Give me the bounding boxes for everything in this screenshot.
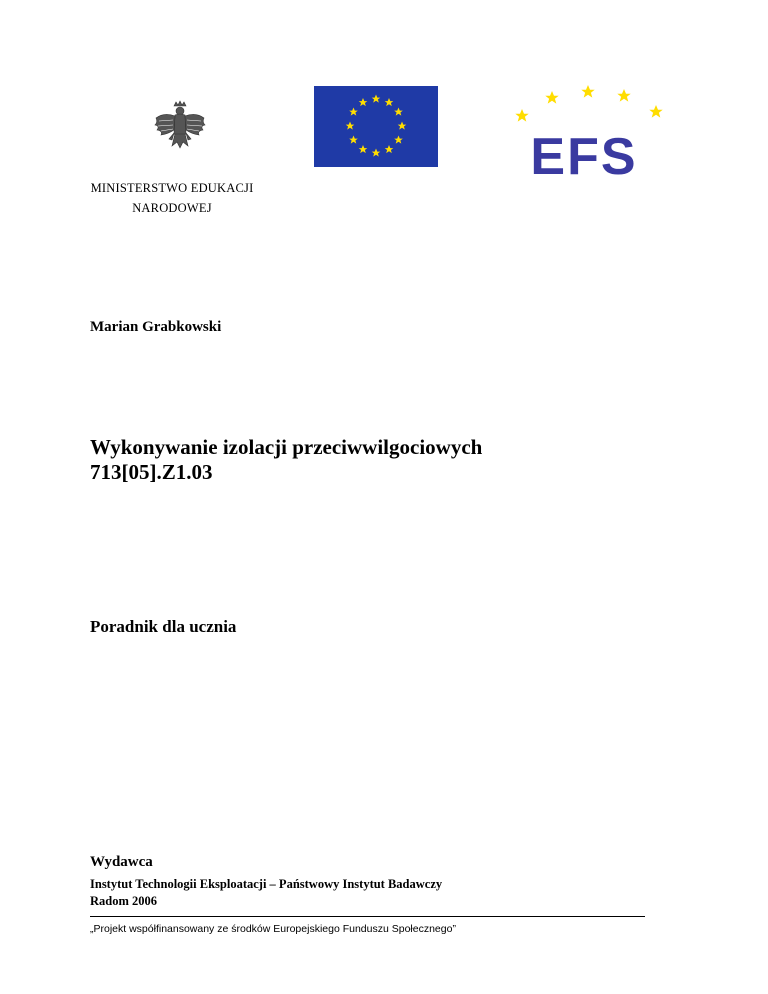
footer-divider bbox=[90, 916, 645, 917]
ministry-line-2: NARODOWEJ bbox=[132, 201, 212, 215]
footer-note: „Projekt współfinansowany ze środków Europejskiego Funduszu Społecznego” bbox=[90, 923, 456, 935]
efs-logo bbox=[506, 82, 668, 186]
document-subtitle: Poradnik dla ucznia bbox=[90, 617, 237, 636]
document-title bbox=[90, 435, 482, 485]
author-name: Marian Grabkowski bbox=[90, 319, 222, 335]
publisher-label: Wydawca bbox=[90, 854, 153, 870]
publisher-name: Instytut Technologii Eksploatacji – Państwowy Instytut Badawczy bbox=[90, 877, 443, 891]
efs-logo-text: EFS bbox=[530, 128, 638, 186]
publisher-city-year: Radom 2006 bbox=[90, 894, 158, 908]
polish-eagle-emblem bbox=[150, 100, 210, 160]
eu-stars bbox=[314, 86, 438, 167]
title-line-2: 713[05].Z1.03 bbox=[90, 460, 213, 484]
ministry-line-1: MINISTERSTWO EDUKACJI bbox=[90, 181, 254, 195]
ministry-name bbox=[82, 178, 262, 218]
title-line-1: Wykonywanie izolacji przeciwwilgociowych bbox=[90, 435, 483, 459]
eu-flag bbox=[314, 86, 438, 167]
